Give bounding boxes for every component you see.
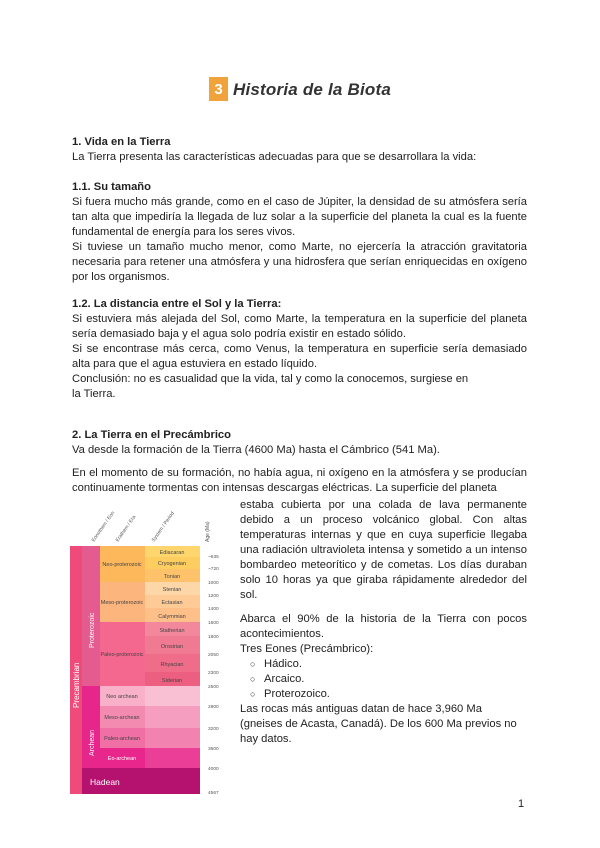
header-era: Erathem / Era [114,514,138,544]
list-item: ○ Proterozoico. [264,687,527,702]
period-neoarchean-fill [145,686,200,706]
page-number: 1 [518,798,525,810]
period-label: Ectasian [161,600,183,606]
age-label: 4000 [208,767,219,772]
section-1-1 [72,180,527,285]
section-1-2 [72,297,527,402]
title-text: Historia de la Biota [233,79,391,99]
age-label: 1800 [208,635,219,640]
right-column [240,498,527,747]
para-distancia-1: Si estuviera más alejada del Sol, como Marte, la temperatura en la superficie del planeta sería demasiado baja y el agua solo podría existir en estado sólido. [72,313,527,340]
heading-distancia: 1.2. La distancia entre el Sol y la Tierra: [72,298,282,310]
period-label: Ediacaran [159,550,185,556]
era-label-mesoarchean: Meso-archean [104,715,140,721]
page-title [209,76,391,102]
para-rocas: Las rocas más antiguas datan de hace 3,960 Ma (gneises de Acasta, Canadá). De los 600 Ma previos no hay datos. [240,703,517,745]
period-label: Rhyacian [160,662,184,668]
header-age: Age (Ma) [205,521,211,542]
header-period: System / Period [150,510,176,544]
period-mesoarchean-fill [145,706,200,728]
period-label: Calymmian [158,614,186,620]
era-column [100,546,145,768]
list-item: ○ Arcaico. [264,672,527,687]
age-label: ~635 [208,555,219,560]
period-paleoarchean-fill [145,728,200,748]
supereon-label: Precambrian [72,662,81,708]
heading-precambrico: 2. La Tierra en el Precámbrico [72,429,231,441]
chart-headers [91,510,211,543]
section-2 [72,428,527,496]
era-label-paleoarchean: Paleo-archean [104,736,140,742]
heading-vida: 1. Vida en la Tierra [72,136,171,148]
list-item: ○ Hádico. [264,657,527,672]
age-label: 2800 [208,705,219,710]
eons-intro: Tres Eones (Precámbrico): [240,643,374,655]
age-label: 1200 [208,594,219,599]
age-label: 1000 [208,581,219,586]
era-label-neo: Neo-proterozoic [102,562,142,568]
header-eon: Eonothem / Eon [90,510,117,544]
age-label: 4567 [208,791,219,795]
age-label: 1400 [208,607,219,612]
period-column [145,546,200,768]
age-label: 2500 [208,685,219,690]
age-label: ~720 [208,567,219,572]
period-label: Stenian [162,587,182,593]
age-column [208,554,219,795]
para-precambrico-1: Va desde la formación de la Tierra (4600 Ma) hasta el Cámbrico (541 Ma). [72,444,440,456]
period-label: Cryogenian [157,561,187,567]
period-label: Orosirian [160,644,184,650]
para-tamano-1: Si fuera mucho más grande, como en el caso de Júpiter, la densidad de su atmósfera sería tan alta que impediría la llegada de luz solar a la superficie del planeta la cual es la fuente fundamental de energía para los seres vivos. [72,196,527,238]
para-conclusion: Conclusión: no es casualidad que la vida, tal y como la conocemos, surgiese en [72,373,469,385]
era-label-eoarchean: Eo-archean [107,756,137,762]
para-precambrico-2a: En el momento de su formación, no había agua, ni oxígeno en la atmósfera y se producían continuamente tormentas con intensas descargas eléctricas. La superficie del planeta [72,467,527,494]
section-number-badge: 3 [209,77,228,101]
age-label: 2050 [208,653,219,658]
text-vida: La Tierra presenta las características adecuadas para que se desarrollara la vida: [72,151,477,163]
eon-label-proterozoic: Proterozoic [89,612,96,648]
period-label: Siderian [161,678,183,684]
period-eoarchean-fill [145,748,200,768]
era-label-neoarchean: Neo archean [106,694,138,700]
period-label: Statherian [159,628,185,634]
eon-label-archean: Archean [89,729,96,756]
age-label: 3600 [208,747,219,752]
era-label-paleo: Paleo-proterozoic [100,652,144,658]
age-label: 3200 [208,727,219,732]
era-label-meso: Meso-proterozoic [100,600,144,606]
period-label: Tonian [163,574,181,580]
heading-tamano: 1.1. Su tamaño [72,181,151,193]
age-label: 2300 [208,671,219,676]
age-label: 1600 [208,621,219,626]
eons-list [240,657,527,702]
hadean-row [82,768,200,794]
para-precambrico-2b: estaba cubierta por una colada de lava permanente debido a un proceso volcánico global. Con altas temperaturas internas y que en cuya superficie llegaba una radiación ultravioleta intensa y sometido a un intenso bombardeo meteorítico y de cometas. Los días duraban solo 10 horas ya que giraba rápidamente alrededor del sol. [240,499,527,601]
para-conclusion-end: la Tierra. [72,388,116,400]
para-abarca: Abarca el 90% de la historia de la Tierra con pocos acontecimientos. [240,613,527,640]
para-distancia-2: Si se encontrase más cerca, como Venus, la temperatura en superficie sería demasiado alta para que el agua estuviera en estado líquido. [72,343,527,370]
eon-label-hadean: Hadean [90,777,120,787]
section-1 [72,135,527,165]
eon-column [82,546,100,768]
precambrian-timescale-chart [70,498,230,795]
para-tamano-2: Si tuviese un tamaño mucho menor, como Marte, no ejercería la atracción gravitatoria necesaria para retener una atmósfera y una hidrosfera que serían enriquecidas en oxígeno por los organismos. [72,241,527,283]
supereon-column [70,546,82,794]
